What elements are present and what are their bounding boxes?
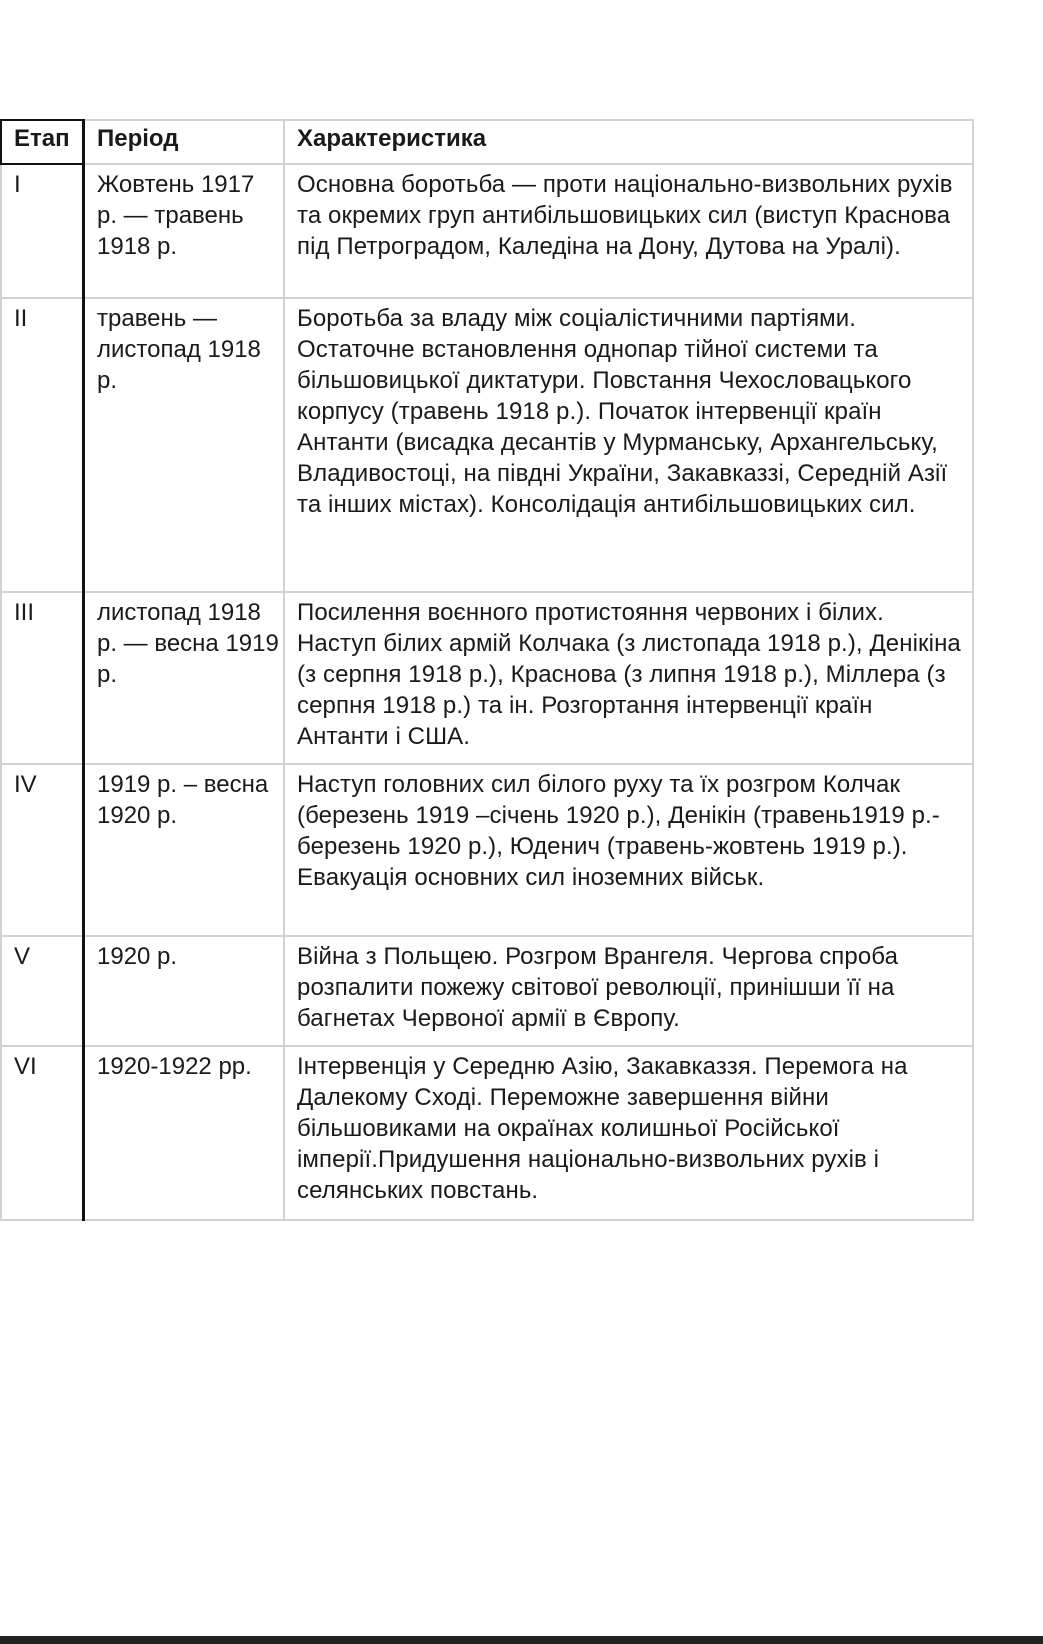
period-text: травень — листопад 1918 р. — [97, 305, 261, 394]
table-row — [1, 164, 973, 298]
characteristic-text: Боротьба за владу між соціалістичними партіями. Остаточне встановлення однопар тійної системи та більшовицької диктатури. Повстання Чехословацького корпусу (травень 1918 р.). Початок інтервенції країн Антанти (висадка десантів у Мурманську, Архангельську, Владивостоці, на півдні України, Закавказзі, Середній Азії та інших містах). Консолідація антибільшовицьких сил. — [297, 305, 948, 518]
characteristic-cell — [284, 592, 973, 764]
period-text: Жовтень 1917 р. — травень 1918 р. — [97, 171, 255, 260]
period-cell — [84, 936, 285, 1046]
stage-cell: IV — [1, 764, 84, 936]
stage-cell: VI — [1, 1046, 84, 1220]
characteristic-text: Посилення воєнного протистояння червоних і білих. Наступ білих армій Колчака (з листопада 1918 р.), Денікіна (з серпня 1918 р.), Краснова (з липня 1918 р.), Міллера (з серпня 1918 р.) та ін. Розгортання інтервенції країн Антанти і США. — [297, 599, 961, 750]
period-cell — [84, 298, 285, 592]
stages-table — [0, 119, 974, 1221]
period-text: 1919 р. – весна 1920 р. — [97, 771, 269, 829]
table-header-row — [1, 120, 973, 164]
characteristic-text: Наступ головних сил білого руху та їх розгром Колчак (березень 1919 –січень 1920 р.), Денікін (травень1919 р.- березень 1920 р.), Юденич (травень-жовтень 1919 р.). Евакуація основних сил іноземних військ. — [297, 771, 940, 891]
stage-cell: I — [1, 164, 84, 298]
table-row — [1, 936, 973, 1046]
stage-cell: III — [1, 592, 84, 764]
table-row — [1, 592, 973, 764]
bottom-bar — [0, 1636, 1043, 1644]
header-characteristic: Характеристика — [284, 120, 973, 164]
period-cell — [84, 764, 285, 936]
stage-cell: II — [1, 298, 84, 592]
characteristic-text: Основна боротьба — проти національно-визвольних рухів та окремих груп антибільшовицьких сил (виступ Краснова під Петроградом, Каледіна на Дону, Дутова на Уралі). — [297, 171, 953, 260]
characteristic-cell — [284, 936, 973, 1046]
table-row — [1, 764, 973, 936]
characteristic-text: Війна з Польщею. Розгром Врангеля. Чергова спроба розпалити пожежу світової революції, принішши її на багнетах Червоної армії в Європу. — [297, 943, 899, 1032]
characteristic-cell — [284, 1046, 973, 1220]
period-cell — [84, 1046, 285, 1220]
period-text: 1920-1922 рр. — [97, 1053, 252, 1080]
period-cell — [84, 164, 285, 298]
stage-cell: V — [1, 936, 84, 1046]
period-cell — [84, 592, 285, 764]
header-period: Період — [84, 120, 285, 164]
table-row — [1, 1046, 973, 1220]
characteristic-text: Інтервенція у Середню Азію, Закавказзя. Перемога на Далекому Сході. Переможне завершення війни більшовиками на окраїнах колишньої Російської імперії.Придушення національно-визвольних рухів і селянських повстань. — [297, 1053, 908, 1204]
period-text: 1920 р. — [97, 943, 178, 970]
header-stage: Етап — [1, 120, 84, 164]
characteristic-cell — [284, 164, 973, 298]
period-text: листопад 1918 р. — весна 1919 р. — [97, 599, 279, 688]
characteristic-cell — [284, 764, 973, 936]
characteristic-cell — [284, 298, 973, 592]
table-row — [1, 298, 973, 592]
